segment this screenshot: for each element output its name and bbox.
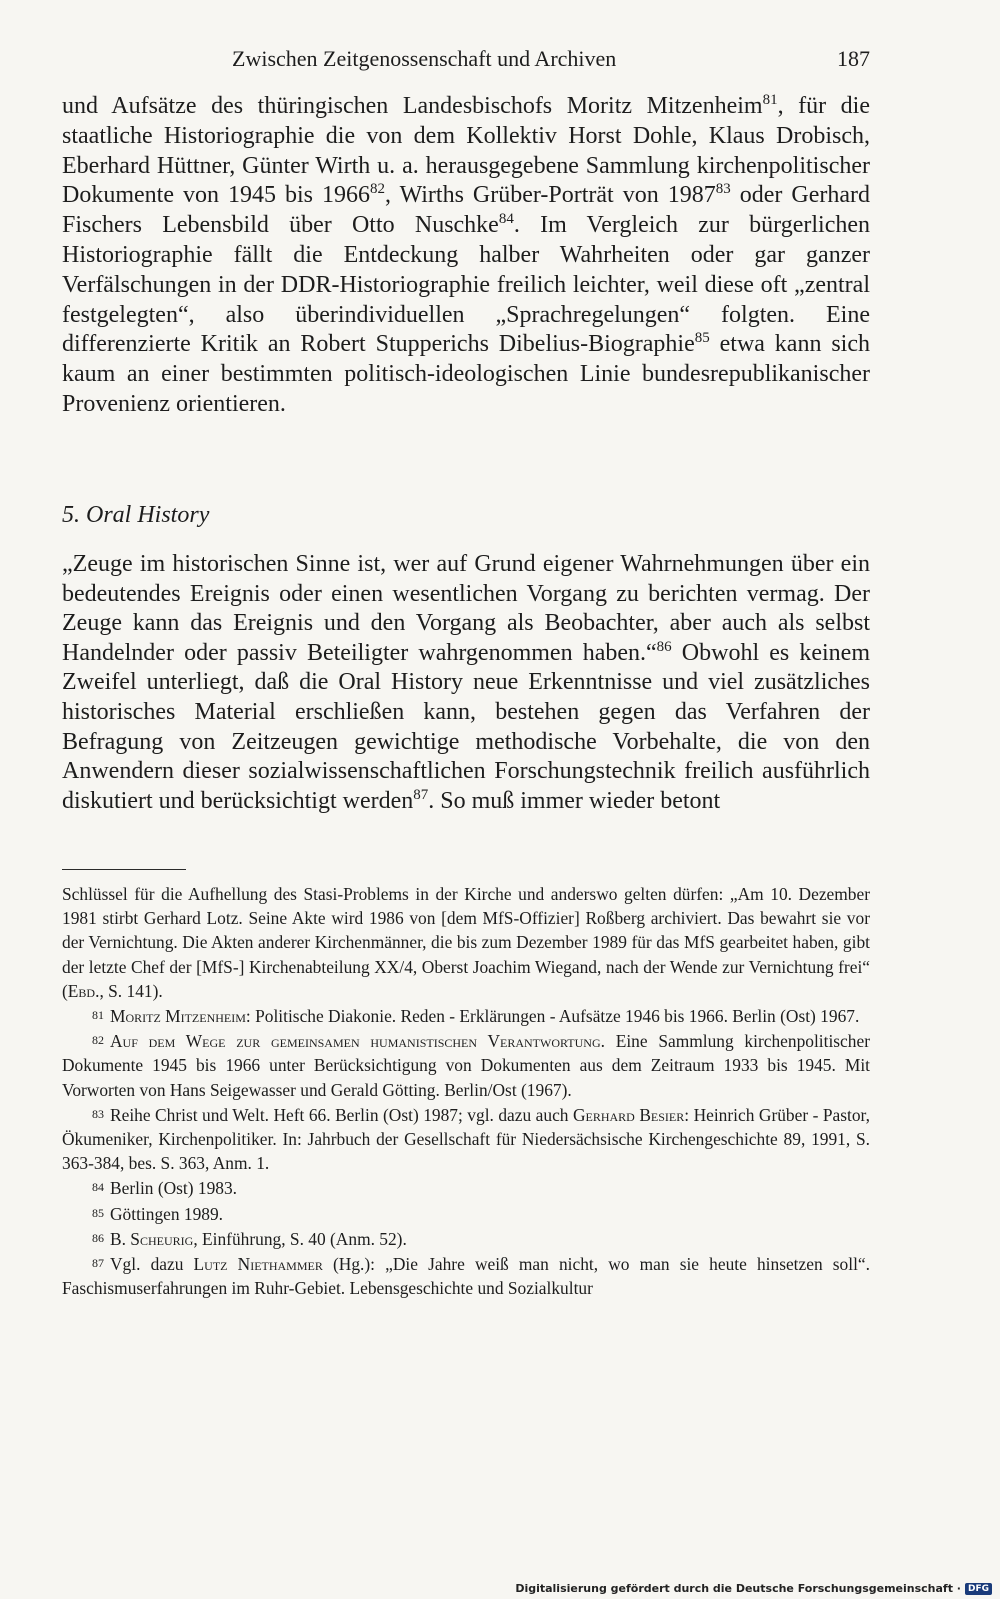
footnote-ref-81: 81: [762, 92, 778, 108]
footnote-84: [62, 1175, 870, 1200]
footnote-author: Moritz Mitzenheim: [110, 1006, 246, 1027]
body-text: und Aufsätze des thüringischen Landesbischofs Moritz Mitzenheim: [62, 93, 763, 119]
footnote-number: 83: [92, 1106, 104, 1121]
footnote-85: [62, 1201, 870, 1226]
footnote-text: . Eine Sammlung kirchenpolitischer Dokumente 1945 bis 1966 unter Berücksichtigung von Dokumenten aus dem Zeitraum 1933 bis 1945. Mit Vorworten von Hans Seigewasser und Gerald Götting. Berlin/Ost (1967).: [62, 1031, 870, 1100]
body-text: . Im Vergleich zur bürgerlichen Historiographie fällt die Entdeckung halber Wahrheiten oder gar ganzer Verfälschungen in der DDR-Historiographie freilich leichter, weil diese oft „zentral festgelegten“, also überindividuellen „Sprachregelungen“ folgten. Eine differenzierte Kritik an Robert Stupperichs Dibelius-Biographie: [62, 212, 870, 358]
footnote-text: , S. 141).: [99, 980, 163, 1001]
footnote-ref-84: 84: [498, 211, 514, 228]
body-text: . So muß immer wieder betont: [428, 787, 721, 814]
footnote-text: : Heinrich Grüber - Pastor, Ökumeniker, Kirchenpolitiker. In: Jahrbuch der Gesellschaft für Niedersächsische Kirchengeschichte 89, 1991, S. 363-384, bes. S. 363, Anm. 1.: [62, 1104, 870, 1174]
footnote-text: : Politische Diakonie. Reden - Erklärungen - Aufsätze 1946 bis 1966. Berlin (Ost) 1967.: [245, 1006, 860, 1027]
footnote-text: Berlin (Ost) 1983.: [110, 1178, 238, 1199]
footnote-83: [62, 1102, 870, 1176]
footnote-text: Göttingen 1989.: [110, 1203, 224, 1224]
footnote-ref-87: 87: [413, 786, 429, 803]
footnote-author: B. Scheurig: [110, 1228, 194, 1249]
footnote-82: [62, 1028, 870, 1102]
dfg-logo-icon: DFG: [965, 1583, 992, 1595]
footnote-author: Lutz Niethammer: [193, 1254, 323, 1275]
page-number: 187: [837, 46, 870, 71]
footnote-text: , Einführung, S. 40 (Anm. 52).: [193, 1228, 407, 1249]
footnote-text: Vgl. dazu: [110, 1254, 194, 1275]
footnote-number: 84: [92, 1180, 104, 1195]
body-text: etwa kann sich kaum an einer bestimmten politisch-ideologischen Linie bundesrepublikanischer Provenienz orientieren.: [62, 331, 870, 417]
footnote-text: (Hg.): „Die Jahre weiß man nicht, wo man sie heute hinsetzen soll“. Faschismuserfahrungen im Ruhr-Gebiet. Lebensgeschichte und Sozialkultur: [62, 1254, 870, 1299]
footnote-text: Reihe Christ und Welt. Heft 66. Berlin (Ost) 1987; vgl. dazu auch: [110, 1104, 573, 1125]
body-paragraph-1: [62, 92, 870, 420]
running-title: Zwischen Zeitgenossenschaft und Archiven: [232, 46, 617, 71]
footnote-ref-83: 83: [715, 181, 731, 198]
footnote-number: 82: [92, 1033, 104, 1048]
footnote-81: [62, 1003, 870, 1028]
body-text: , Wirths Grüber-Porträt von 1987: [385, 182, 716, 209]
footnote-number: 87: [92, 1256, 104, 1271]
footnote-ref-85: 85: [694, 330, 710, 347]
body-text: Obwohl es keinem Zweifel unterliegt, daß die Oral History neue Erkenntnisse und viel zusätzliches historisches Material erschließen kann, bestehen gegen das Verfahren der Befragung von Zeitzeugen gewichtige methodische Vorbehalte, die von den Anwendern dieser sozialwissenschaftlichen Forschungstechnik freilich ausführlich diskutiert und berücksichtigt werden: [62, 639, 870, 814]
footnote-author: Gerhard Besier: [572, 1104, 685, 1125]
footnote-separator: [62, 869, 186, 870]
digitization-credit: [515, 1582, 992, 1595]
footnote-86: [62, 1226, 870, 1251]
footnote-87: [62, 1251, 870, 1300]
footnote-text: Schlüssel für die Aufhellung des Stasi-Problems in der Kirche und anderswo gelten dürfen: „Am 10. Dezember 1981 stirbt Gerhard Lotz. Seine Akte wird 1986 von [dem MfS-Offizier] Roßberg archiviert. Das bewahrt sie vor der Vernichtung. Die Akten anderer Kirchenmänner, die bis zum Dezember 1989 für das MfS gearbeitet haben, gibt der letzte Chef der [MfS-] Kirchenabteilung XX/4, Oberst Joachim Wiegand, nach der Wende zur Vernichtung frei“ (: [62, 884, 870, 1001]
footnotes: [62, 882, 870, 1300]
footnote-title: Auf dem Wege zur gemeinsamen humanistischen Verantwortung: [110, 1031, 601, 1052]
footnote-number: 86: [92, 1230, 104, 1245]
body-text: oder Gerhard Fischers Lebensbild über Otto Nuschke: [62, 182, 871, 239]
footnote-continuation: [62, 882, 870, 1003]
body-text: „Zeuge im historischen Sinne ist, wer auf Grund eigener Wahrnehmungen über ein bedeutendes Ereignis oder einen wesentlichen Vorgang zu berichten vermag. Der Zeuge kann das Ereignis und den Vorgang als Beobachter, aber auch als selbst Handelnder oder passiv Beteiligter wahrgenommen haben.“: [62, 551, 870, 666]
footnote-ref-ebd: Ebd.: [67, 980, 100, 1001]
credit-text: Digitalisierung gefördert durch die Deutsche Forschungsgemeinschaft ·: [515, 1582, 961, 1595]
body-paragraph-2: [62, 550, 870, 816]
footnote-ref-82: 82: [370, 181, 385, 198]
footnote-number: 85: [92, 1205, 104, 1220]
footnote-number: 81: [92, 1008, 104, 1023]
section-heading: 5. Oral History: [62, 502, 210, 528]
body-text: , für die staatliche Historiographie die von dem Kollektiv Horst Dohle, Klaus Drobisch, Eberhard Hüttner, Günter Wirth u. a. herausgegebene Sammlung kirchenpolitischer Dokumente von 1945 bis 1966: [62, 93, 870, 209]
footnote-ref-86: 86: [656, 638, 672, 655]
